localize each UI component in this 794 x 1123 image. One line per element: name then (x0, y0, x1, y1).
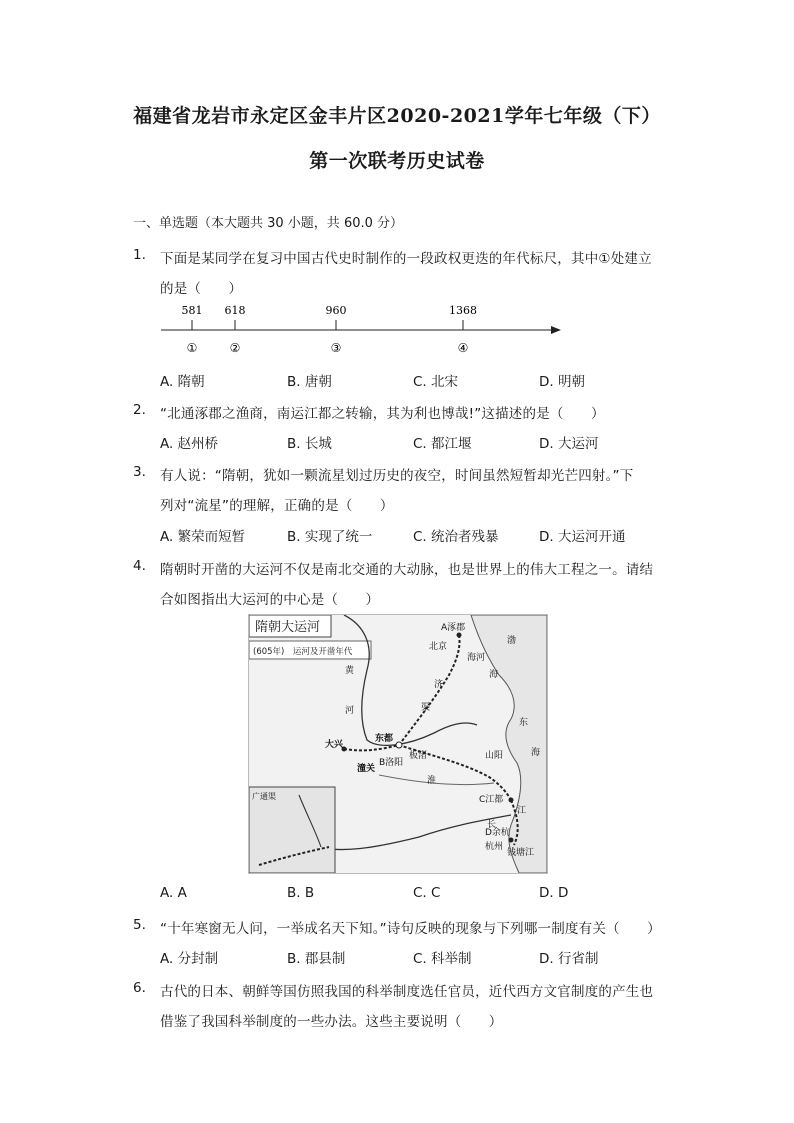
timeline-mark: ① (186, 341, 198, 355)
question-text: 合如图指出大运河的中心是（ ） (160, 592, 380, 608)
map-label: 大兴 (325, 740, 344, 750)
option-a[interactable]: A. 分封制 (160, 951, 219, 967)
option-a[interactable]: A. 赵州桥 (160, 436, 219, 452)
timeline-mark: ④ (457, 341, 469, 355)
timeline-chart (155, 298, 575, 360)
yangtze-river (309, 815, 511, 850)
timeline-mark: ② (229, 341, 241, 355)
question-text: 有人说：“隋朝，犹如一颗流星划过历史的夜空，时间虽然短暂却光芒四射。”下 (160, 468, 634, 484)
map-label: 海 (531, 748, 541, 758)
option-a[interactable]: A. 繁荣而短暂 (160, 529, 246, 545)
option-b[interactable]: B. B (287, 885, 315, 901)
question-text: “十年寒窗无人问，一举成名天下知。”诗句反映的现象与下列哪一制度有关（ ） (160, 921, 661, 937)
map-label: 板渚 (409, 751, 428, 761)
map-inset-title: 广通渠 (252, 792, 276, 801)
map-label: 山阳 (485, 751, 504, 761)
option-d[interactable]: D. D (539, 885, 569, 901)
map-label: 东 (519, 718, 529, 728)
option-b[interactable]: B. 唐朝 (287, 374, 332, 390)
question-number: 3. (133, 464, 146, 480)
city-dot (509, 838, 514, 843)
grand-canal-map (248, 614, 548, 874)
option-c[interactable]: C. 北宋 (413, 374, 459, 390)
timeline-arrow (551, 326, 561, 334)
option-d[interactable]: D. 行省制 (539, 951, 599, 967)
timeline-year: 618 (224, 304, 246, 317)
timeline-year: 1368 (449, 304, 477, 317)
map-label: 黄 (345, 666, 355, 676)
map-label: C江都 (479, 795, 504, 805)
option-b[interactable]: B. 郡县制 (287, 951, 346, 967)
question-number: 6. (133, 980, 146, 996)
timeline-year: 960 (325, 304, 347, 317)
map-label: 海 (489, 670, 499, 680)
map-label: 长 (487, 820, 497, 830)
option-d[interactable]: D. 明朝 (539, 374, 585, 390)
option-c[interactable]: C. C (413, 885, 441, 901)
question-text: 古代的日本、朝鲜等国仿照我国的科举制度选任官员，近代西方文官制度的产生也 (160, 984, 654, 1000)
map-label: 淮 (427, 776, 437, 786)
timeline-mark: ③ (330, 341, 342, 355)
map-label: 海河 (467, 653, 486, 663)
map-label: D余杭 (485, 828, 510, 838)
city-dot (457, 633, 462, 638)
map-label: 潼关 (357, 764, 376, 774)
map-label: 江 (517, 806, 527, 816)
option-c[interactable]: C. 科举制 (413, 951, 472, 967)
question-number: 4. (133, 558, 146, 574)
map-label: 东都 (375, 734, 394, 744)
question-text: 隋朝时开凿的大运河不仅是南北交通的大动脉，也是世界上的伟大工程之一。请结 (160, 562, 654, 578)
huai-river (379, 775, 494, 785)
city-dot (396, 742, 402, 748)
question-text: 的是（ ） (160, 281, 243, 297)
map-label: 渠 (421, 703, 431, 713)
option-d[interactable]: D. 大运河开通 (539, 529, 626, 545)
option-c[interactable]: C. 都江堰 (413, 436, 472, 452)
city-dot (509, 798, 514, 803)
map-label: 济 (434, 680, 444, 690)
option-c[interactable]: C. 统治者残暴 (413, 529, 499, 545)
timeline-year: 581 (181, 304, 203, 317)
option-a[interactable]: A. 隋朝 (160, 374, 205, 390)
option-d[interactable]: D. 大运河 (539, 436, 599, 452)
map-title: 隋朝大运河 (255, 620, 321, 635)
doc-title-line2: 第一次联考历史试卷 (309, 150, 485, 172)
map-label: 渤 (507, 636, 517, 646)
map-label: B洛阳 (379, 758, 404, 768)
question-number: 1. (133, 247, 146, 263)
map-label: 河 (345, 706, 355, 716)
option-b[interactable]: B. 实现了统一 (287, 529, 373, 545)
map-label: A涿郡 (441, 623, 466, 633)
map-label: 钱塘江 (507, 848, 535, 858)
map-legend: (605年) 运河及开凿年代 (253, 647, 353, 657)
option-b[interactable]: B. 长城 (287, 436, 332, 452)
map-label: 北京 (429, 642, 448, 652)
question-number: 5. (133, 917, 146, 933)
section-heading: 一、单选题（本大题共 30 小题，共 60.0 分） (133, 216, 404, 231)
doc-title-line1: 福建省龙岩市永定区金丰片区2020-2021学年七年级（下） (133, 105, 661, 127)
question-text: “北通涿郡之渔商，南运江都之转输，其为利也博哉!”这描述的是（ ） (160, 406, 605, 422)
map-label: 杭州 (485, 842, 504, 852)
question-text: 借鉴了我国科举制度的一些办法。这些主要说明（ ） (160, 1014, 503, 1030)
question-text: 下面是某同学在复习中国古代史时制作的一段政权更迭的年代标尺，其中①处建立 (160, 251, 652, 267)
option-a[interactable]: A. A (160, 885, 187, 901)
question-number: 2. (133, 402, 146, 418)
question-text: 列对“流星”的理解，正确的是（ ） (160, 498, 394, 514)
